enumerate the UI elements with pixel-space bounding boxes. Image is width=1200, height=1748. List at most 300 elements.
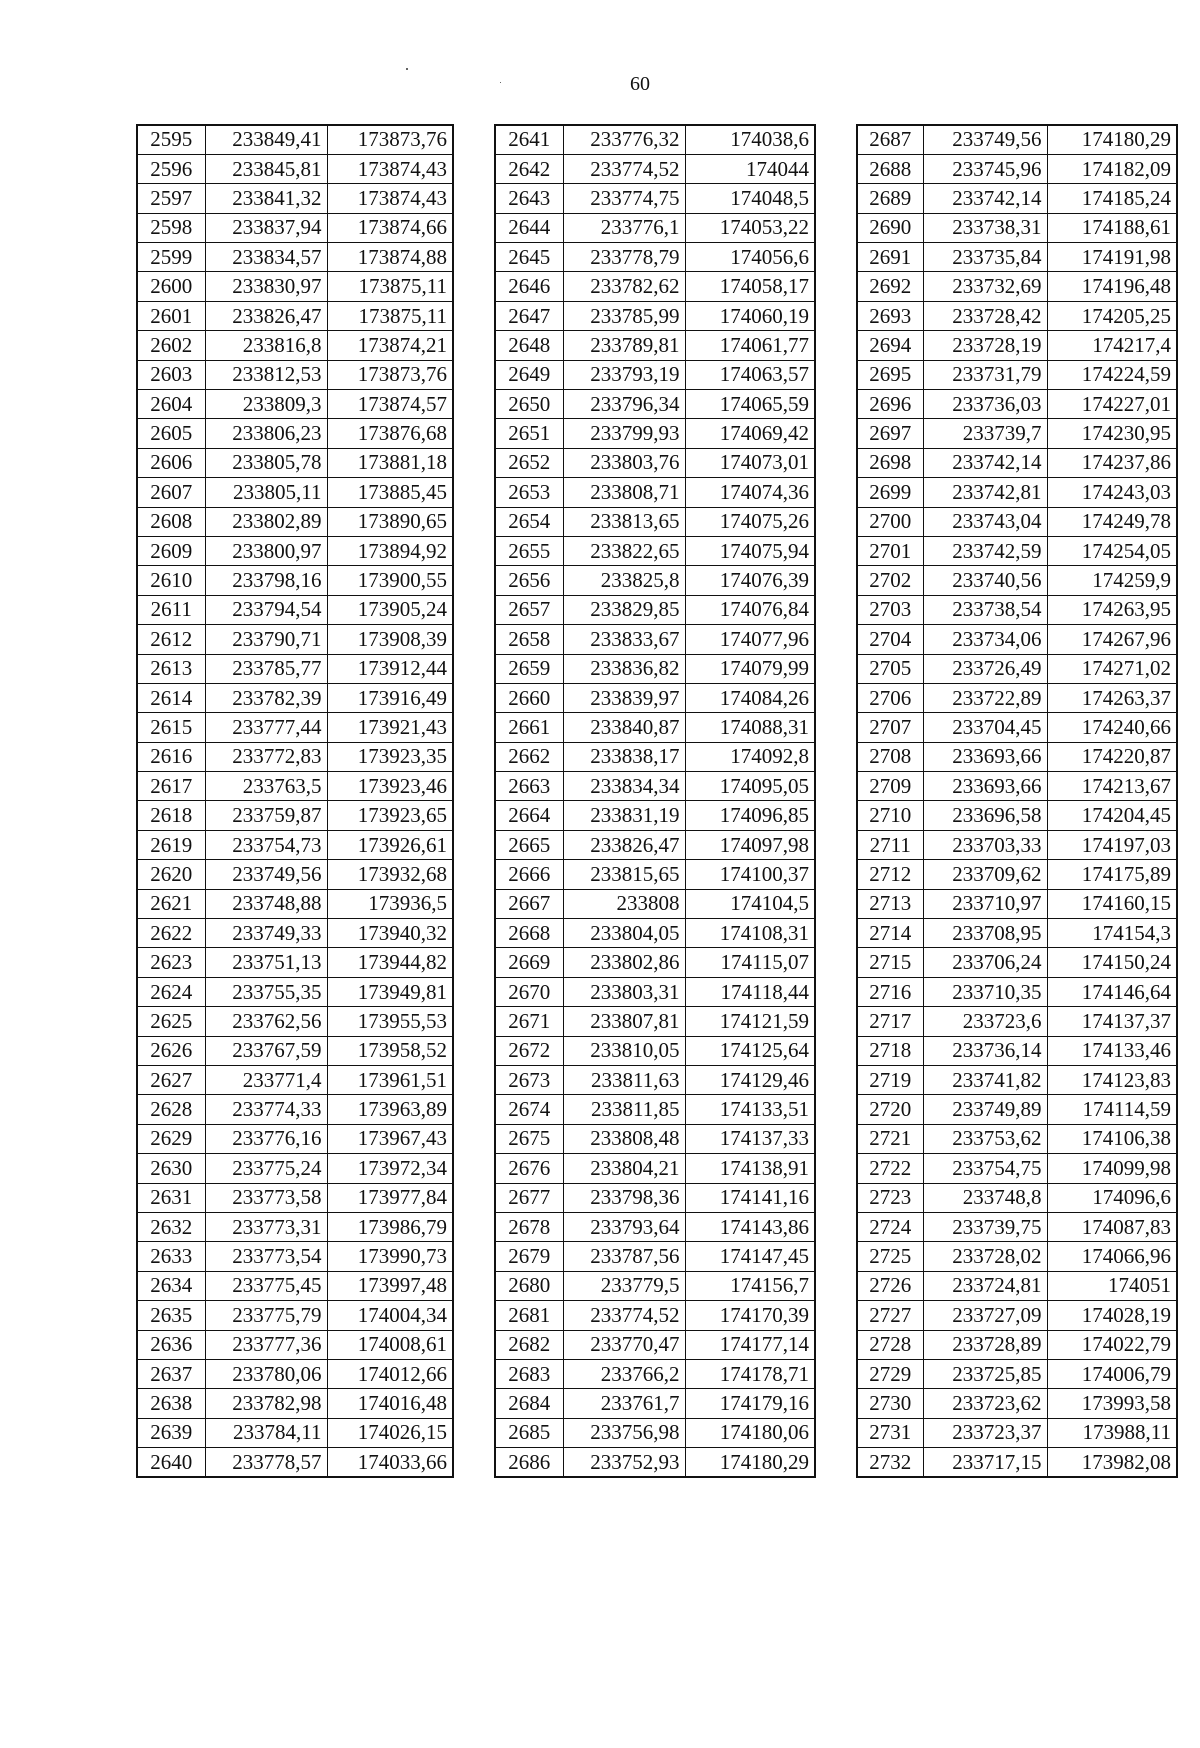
x-coordinate-cell: 233803,31 [563, 977, 685, 1006]
x-coordinate-cell: 233802,86 [563, 948, 685, 977]
y-coordinate-cell: 174137,33 [685, 1124, 815, 1153]
table-row [495, 625, 815, 654]
x-coordinate-cell: 233735,84 [923, 243, 1047, 272]
table-row [137, 419, 453, 448]
table-row [857, 1066, 1177, 1095]
table-row [137, 1359, 453, 1388]
table-row [857, 1007, 1177, 1036]
y-coordinate-cell: 174137,37 [1047, 1007, 1177, 1036]
point-number-cell: 2618 [137, 801, 205, 830]
table-row [137, 977, 453, 1006]
table-row [495, 301, 815, 330]
x-coordinate-cell: 233831,19 [563, 801, 685, 830]
point-number-cell: 2709 [857, 772, 923, 801]
x-coordinate-cell: 233710,97 [923, 889, 1047, 918]
y-coordinate-cell: 174076,39 [685, 566, 815, 595]
point-number-cell: 2649 [495, 360, 563, 389]
table-row [137, 536, 453, 565]
point-number-cell: 2641 [495, 125, 563, 154]
table-row [857, 243, 1177, 272]
x-coordinate-cell: 233743,04 [923, 507, 1047, 536]
point-number-cell: 2676 [495, 1154, 563, 1183]
x-coordinate-cell: 233800,97 [205, 536, 327, 565]
x-coordinate-cell: 233728,02 [923, 1242, 1047, 1271]
table-row [137, 948, 453, 977]
point-number-cell: 2706 [857, 683, 923, 712]
x-coordinate-cell: 233693,66 [923, 742, 1047, 771]
x-coordinate-cell: 233785,99 [563, 301, 685, 330]
y-coordinate-cell: 173876,68 [327, 419, 453, 448]
table-row [137, 1183, 453, 1212]
y-coordinate-cell: 174220,87 [1047, 742, 1177, 771]
point-number-cell: 2686 [495, 1448, 563, 1477]
y-coordinate-cell: 173993,58 [1047, 1389, 1177, 1418]
point-number-cell: 2699 [857, 478, 923, 507]
y-coordinate-cell: 174114,59 [1047, 1095, 1177, 1124]
table-row [857, 301, 1177, 330]
table-row [857, 213, 1177, 242]
point-number-cell: 2605 [137, 419, 205, 448]
y-coordinate-cell: 174075,94 [685, 536, 815, 565]
table-row [137, 448, 453, 477]
x-coordinate-cell: 233782,98 [205, 1389, 327, 1418]
table-row [857, 331, 1177, 360]
x-coordinate-cell: 233807,81 [563, 1007, 685, 1036]
y-coordinate-cell: 174224,59 [1047, 360, 1177, 389]
point-number-cell: 2670 [495, 977, 563, 1006]
point-number-cell: 2723 [857, 1183, 923, 1212]
table-row [137, 390, 453, 419]
coordinate-table-3 [856, 124, 1178, 1748]
y-coordinate-cell: 174108,31 [685, 919, 815, 948]
x-coordinate-cell: 233838,17 [563, 742, 685, 771]
x-coordinate-cell: 233780,06 [205, 1359, 327, 1388]
point-number-cell: 2721 [857, 1124, 923, 1153]
y-coordinate-cell: 174092,8 [685, 742, 815, 771]
y-coordinate-cell: 174230,95 [1047, 419, 1177, 448]
x-coordinate-cell: 233804,05 [563, 919, 685, 948]
point-number-cell: 2681 [495, 1301, 563, 1330]
y-coordinate-cell: 173972,34 [327, 1154, 453, 1183]
point-number-cell: 2629 [137, 1124, 205, 1153]
point-number-cell: 2659 [495, 654, 563, 683]
y-coordinate-cell: 174104,5 [685, 889, 815, 918]
point-number-cell: 2687 [857, 125, 923, 154]
point-number-cell: 2595 [137, 125, 205, 154]
y-coordinate-cell: 174084,26 [685, 683, 815, 712]
point-number-cell: 2608 [137, 507, 205, 536]
x-coordinate-cell: 233706,24 [923, 948, 1047, 977]
table-row [137, 742, 453, 771]
table-row [495, 1330, 815, 1359]
x-coordinate-cell: 233748,88 [205, 889, 327, 918]
point-number-cell: 2661 [495, 713, 563, 742]
table-row [137, 507, 453, 536]
point-number-cell: 2713 [857, 889, 923, 918]
table-row [495, 1154, 815, 1183]
table-row [857, 154, 1177, 183]
x-coordinate-cell: 233809,3 [205, 390, 327, 419]
y-coordinate-cell: 174038,6 [685, 125, 815, 154]
point-number-cell: 2707 [857, 713, 923, 742]
table-row [137, 1418, 453, 1447]
point-number-cell: 2688 [857, 154, 923, 183]
table-row [495, 331, 815, 360]
table [856, 124, 1178, 1478]
table-row [137, 1066, 453, 1095]
table-row [495, 683, 815, 712]
x-coordinate-cell: 233837,94 [205, 213, 327, 242]
point-number-cell: 2599 [137, 243, 205, 272]
table-row [857, 1036, 1177, 1065]
table-row [495, 566, 815, 595]
table-row [857, 448, 1177, 477]
y-coordinate-cell: 174060,19 [685, 301, 815, 330]
x-coordinate-cell: 233766,2 [563, 1359, 685, 1388]
y-coordinate-cell: 174026,15 [327, 1418, 453, 1447]
y-coordinate-cell: 174182,09 [1047, 154, 1177, 183]
point-number-cell: 2630 [137, 1154, 205, 1183]
y-coordinate-cell: 174191,98 [1047, 243, 1177, 272]
point-number-cell: 2627 [137, 1066, 205, 1095]
x-coordinate-cell: 233812,53 [205, 360, 327, 389]
point-number-cell: 2607 [137, 478, 205, 507]
y-coordinate-cell: 173944,82 [327, 948, 453, 977]
point-number-cell: 2625 [137, 1007, 205, 1036]
table-row [495, 889, 815, 918]
point-number-cell: 2602 [137, 331, 205, 360]
x-coordinate-cell: 233784,11 [205, 1418, 327, 1447]
point-number-cell: 2728 [857, 1330, 923, 1359]
table-row [137, 1330, 453, 1359]
x-coordinate-cell: 233736,14 [923, 1036, 1047, 1065]
table-row [857, 1330, 1177, 1359]
point-number-cell: 2600 [137, 272, 205, 301]
y-coordinate-cell: 174185,24 [1047, 184, 1177, 213]
point-number-cell: 2639 [137, 1418, 205, 1447]
point-number-cell: 2672 [495, 1036, 563, 1065]
x-coordinate-cell: 233749,33 [205, 919, 327, 948]
table-row [137, 683, 453, 712]
point-number-cell: 2727 [857, 1301, 923, 1330]
y-coordinate-cell: 174006,79 [1047, 1359, 1177, 1388]
y-coordinate-cell: 174263,37 [1047, 683, 1177, 712]
y-coordinate-cell: 173967,43 [327, 1124, 453, 1153]
point-number-cell: 2616 [137, 742, 205, 771]
y-coordinate-cell: 173940,32 [327, 919, 453, 948]
x-coordinate-cell: 233748,8 [923, 1183, 1047, 1212]
y-coordinate-cell: 174180,06 [685, 1418, 815, 1447]
y-coordinate-cell: 174004,34 [327, 1301, 453, 1330]
x-coordinate-cell: 233772,83 [205, 742, 327, 771]
table-row [495, 1301, 815, 1330]
table-row [495, 419, 815, 448]
y-coordinate-cell: 173873,76 [327, 125, 453, 154]
table-row [495, 1095, 815, 1124]
y-coordinate-cell: 174160,15 [1047, 889, 1177, 918]
table-row [495, 742, 815, 771]
table-body [495, 125, 815, 1477]
x-coordinate-cell: 233741,82 [923, 1066, 1047, 1095]
x-coordinate-cell: 233833,67 [563, 625, 685, 654]
x-coordinate-cell: 233773,31 [205, 1212, 327, 1241]
y-coordinate-cell: 174012,66 [327, 1359, 453, 1388]
point-number-cell: 2634 [137, 1271, 205, 1300]
table-row [495, 243, 815, 272]
y-coordinate-cell: 173986,79 [327, 1212, 453, 1241]
x-coordinate-cell: 233749,89 [923, 1095, 1047, 1124]
y-coordinate-cell: 174243,03 [1047, 478, 1177, 507]
point-number-cell: 2705 [857, 654, 923, 683]
y-coordinate-cell: 174204,45 [1047, 801, 1177, 830]
y-coordinate-cell: 174066,96 [1047, 1242, 1177, 1271]
table-row [495, 154, 815, 183]
y-coordinate-cell: 173916,49 [327, 683, 453, 712]
point-number-cell: 2683 [495, 1359, 563, 1388]
point-number-cell: 2655 [495, 536, 563, 565]
y-coordinate-cell: 173874,43 [327, 184, 453, 213]
y-coordinate-cell: 174249,78 [1047, 507, 1177, 536]
table-row [137, 595, 453, 624]
x-coordinate-cell: 233776,16 [205, 1124, 327, 1153]
table-row [857, 1271, 1177, 1300]
point-number-cell: 2722 [857, 1154, 923, 1183]
table-row [857, 625, 1177, 654]
x-coordinate-cell: 233811,63 [563, 1066, 685, 1095]
x-coordinate-cell: 233775,45 [205, 1271, 327, 1300]
point-number-cell: 2628 [137, 1095, 205, 1124]
table-row [495, 184, 815, 213]
y-coordinate-cell: 173912,44 [327, 654, 453, 683]
x-coordinate-cell: 233723,37 [923, 1418, 1047, 1447]
table-row [495, 1359, 815, 1388]
x-coordinate-cell: 233756,98 [563, 1418, 685, 1447]
x-coordinate-cell: 233778,79 [563, 243, 685, 272]
table-row [137, 125, 453, 154]
x-coordinate-cell: 233776,1 [563, 213, 685, 242]
table-row [137, 772, 453, 801]
x-coordinate-cell: 233771,4 [205, 1066, 327, 1095]
table-row [857, 654, 1177, 683]
y-coordinate-cell: 173874,88 [327, 243, 453, 272]
x-coordinate-cell: 233796,34 [563, 390, 685, 419]
table-row [137, 478, 453, 507]
y-coordinate-cell: 173873,76 [327, 360, 453, 389]
x-coordinate-cell: 233749,56 [923, 125, 1047, 154]
table-row [495, 595, 815, 624]
x-coordinate-cell: 233793,64 [563, 1212, 685, 1241]
table-body [857, 125, 1177, 1477]
point-number-cell: 2724 [857, 1212, 923, 1241]
y-coordinate-cell: 173874,57 [327, 390, 453, 419]
table-row [137, 713, 453, 742]
point-number-cell: 2617 [137, 772, 205, 801]
table-row [857, 683, 1177, 712]
point-number-cell: 2695 [857, 360, 923, 389]
table-row [137, 184, 453, 213]
table-row [137, 301, 453, 330]
point-number-cell: 2620 [137, 860, 205, 889]
point-number-cell: 2614 [137, 683, 205, 712]
table-row [137, 213, 453, 242]
x-coordinate-cell: 233839,97 [563, 683, 685, 712]
y-coordinate-cell: 174075,26 [685, 507, 815, 536]
x-coordinate-cell: 233753,62 [923, 1124, 1047, 1153]
y-coordinate-cell: 173997,48 [327, 1271, 453, 1300]
x-coordinate-cell: 233708,95 [923, 919, 1047, 948]
x-coordinate-cell: 233723,6 [923, 1007, 1047, 1036]
x-coordinate-cell: 233841,32 [205, 184, 327, 213]
x-coordinate-cell: 233834,34 [563, 772, 685, 801]
x-coordinate-cell: 233742,59 [923, 536, 1047, 565]
x-coordinate-cell: 233773,54 [205, 1242, 327, 1271]
x-coordinate-cell: 233775,24 [205, 1154, 327, 1183]
x-coordinate-cell: 233736,03 [923, 390, 1047, 419]
x-coordinate-cell: 233806,23 [205, 419, 327, 448]
x-coordinate-cell: 233805,78 [205, 448, 327, 477]
table-row [495, 654, 815, 683]
point-number-cell: 2645 [495, 243, 563, 272]
y-coordinate-cell: 173958,52 [327, 1036, 453, 1065]
y-coordinate-cell: 174217,4 [1047, 331, 1177, 360]
point-number-cell: 2622 [137, 919, 205, 948]
table-row [137, 272, 453, 301]
y-coordinate-cell: 174051 [1047, 1271, 1177, 1300]
point-number-cell: 2652 [495, 448, 563, 477]
y-coordinate-cell: 173932,68 [327, 860, 453, 889]
point-number-cell: 2682 [495, 1330, 563, 1359]
y-coordinate-cell: 174271,02 [1047, 654, 1177, 683]
point-number-cell: 2601 [137, 301, 205, 330]
x-coordinate-cell: 233739,75 [923, 1212, 1047, 1241]
table-row [857, 1183, 1177, 1212]
table-row [495, 213, 815, 242]
x-coordinate-cell: 233822,65 [563, 536, 685, 565]
point-number-cell: 2651 [495, 419, 563, 448]
point-number-cell: 2702 [857, 566, 923, 595]
x-coordinate-cell: 233775,79 [205, 1301, 327, 1330]
point-number-cell: 2654 [495, 507, 563, 536]
y-coordinate-cell: 174044 [685, 154, 815, 183]
point-number-cell: 2637 [137, 1359, 205, 1388]
table-row [857, 419, 1177, 448]
table-row [495, 713, 815, 742]
point-number-cell: 2671 [495, 1007, 563, 1036]
table-row [495, 507, 815, 536]
table-row [495, 1418, 815, 1447]
x-coordinate-cell: 233693,66 [923, 772, 1047, 801]
point-number-cell: 2731 [857, 1418, 923, 1447]
point-number-cell: 2596 [137, 154, 205, 183]
y-coordinate-cell: 173990,73 [327, 1242, 453, 1271]
scan-speck [406, 68, 408, 70]
x-coordinate-cell: 233738,31 [923, 213, 1047, 242]
point-number-cell: 2633 [137, 1242, 205, 1271]
point-number-cell: 2668 [495, 919, 563, 948]
table-row [137, 154, 453, 183]
x-coordinate-cell: 233749,56 [205, 860, 327, 889]
x-coordinate-cell: 233805,11 [205, 478, 327, 507]
y-coordinate-cell: 173923,65 [327, 801, 453, 830]
table-row [857, 184, 1177, 213]
y-coordinate-cell: 174259,9 [1047, 566, 1177, 595]
point-number-cell: 2603 [137, 360, 205, 389]
point-number-cell: 2697 [857, 419, 923, 448]
y-coordinate-cell: 173955,53 [327, 1007, 453, 1036]
table-row [495, 977, 815, 1006]
x-coordinate-cell: 233727,09 [923, 1301, 1047, 1330]
y-coordinate-cell: 173874,21 [327, 331, 453, 360]
x-coordinate-cell: 233755,35 [205, 977, 327, 1006]
y-coordinate-cell: 174197,03 [1047, 830, 1177, 859]
x-coordinate-cell: 233767,59 [205, 1036, 327, 1065]
y-coordinate-cell: 173908,39 [327, 625, 453, 654]
y-coordinate-cell: 174048,5 [685, 184, 815, 213]
table-row [857, 860, 1177, 889]
table-row [857, 1212, 1177, 1241]
table-row [857, 1242, 1177, 1271]
x-coordinate-cell: 233798,36 [563, 1183, 685, 1212]
x-coordinate-cell: 233825,8 [563, 566, 685, 595]
y-coordinate-cell: 173923,35 [327, 742, 453, 771]
coordinate-table-2 [494, 124, 816, 1748]
point-number-cell: 2730 [857, 1389, 923, 1418]
point-number-cell: 2701 [857, 536, 923, 565]
y-coordinate-cell: 174022,79 [1047, 1330, 1177, 1359]
point-number-cell: 2712 [857, 860, 923, 889]
point-number-cell: 2717 [857, 1007, 923, 1036]
point-number-cell: 2720 [857, 1095, 923, 1124]
y-coordinate-cell: 174170,39 [685, 1301, 815, 1330]
y-coordinate-cell: 174178,71 [685, 1359, 815, 1388]
x-coordinate-cell: 233813,65 [563, 507, 685, 536]
table-row [857, 272, 1177, 301]
point-number-cell: 2674 [495, 1095, 563, 1124]
y-coordinate-cell: 173982,08 [1047, 1448, 1177, 1477]
table-row [137, 801, 453, 830]
point-number-cell: 2714 [857, 919, 923, 948]
point-number-cell: 2632 [137, 1212, 205, 1241]
x-coordinate-cell: 233751,13 [205, 948, 327, 977]
table-row [495, 448, 815, 477]
table-row [495, 1448, 815, 1477]
table-row [495, 478, 815, 507]
point-number-cell: 2700 [857, 507, 923, 536]
table-row [137, 1301, 453, 1330]
x-coordinate-cell: 233703,33 [923, 830, 1047, 859]
table-row [857, 360, 1177, 389]
point-number-cell: 2656 [495, 566, 563, 595]
y-coordinate-cell: 174205,25 [1047, 301, 1177, 330]
table-row [495, 1242, 815, 1271]
y-coordinate-cell: 173977,84 [327, 1183, 453, 1212]
table-row [137, 243, 453, 272]
table-row [857, 889, 1177, 918]
table-row [495, 801, 815, 830]
point-number-cell: 2711 [857, 830, 923, 859]
y-coordinate-cell: 174096,6 [1047, 1183, 1177, 1212]
table-row [495, 1007, 815, 1036]
x-coordinate-cell: 233774,52 [563, 154, 685, 183]
table-row [857, 1448, 1177, 1477]
y-coordinate-cell: 174138,91 [685, 1154, 815, 1183]
point-number-cell: 2646 [495, 272, 563, 301]
point-number-cell: 2643 [495, 184, 563, 213]
y-coordinate-cell: 174179,16 [685, 1389, 815, 1418]
y-coordinate-cell: 173963,89 [327, 1095, 453, 1124]
point-number-cell: 2642 [495, 154, 563, 183]
table-row [495, 360, 815, 389]
